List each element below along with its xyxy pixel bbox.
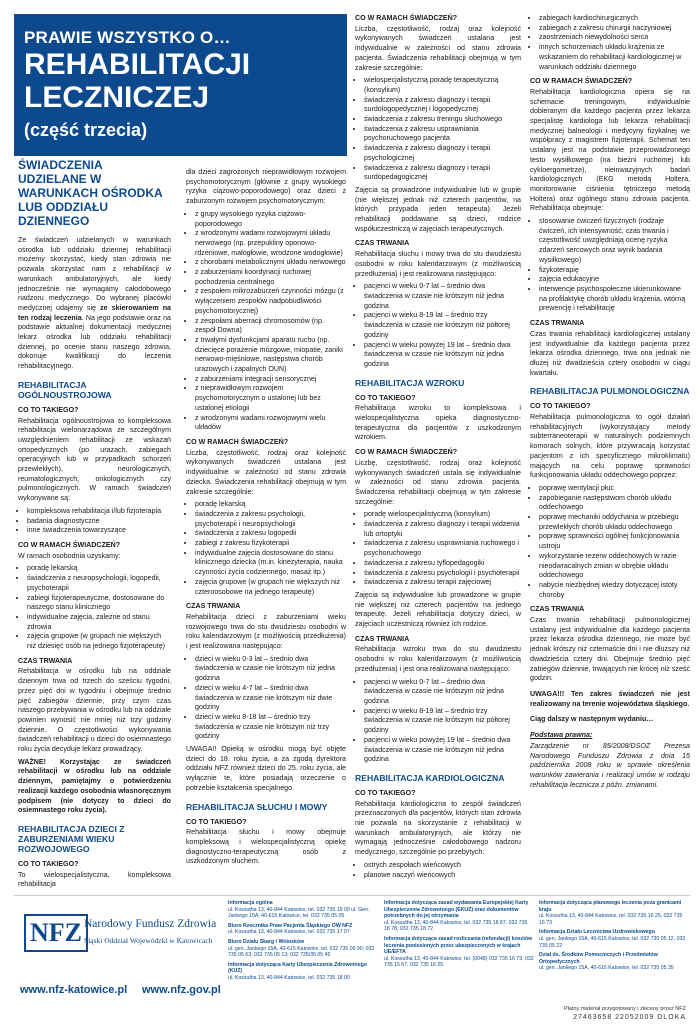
list-item: • interwencje psychospołeczne ukierunkowane na profilaktykę chorób układu krążenia, wtórną prewencję i rehabilitację (539, 285, 690, 314)
continued-note: Ciąg dalszy w następnym wydaniu… (530, 715, 654, 724)
subheading: CO TO TAKIEGO? (186, 817, 247, 826)
paragraph: Rehabilitacja wzroku trwa do stu dwudziestu osobodni w roku kalendarzowym (z możliwością przedłużenia) i jest ona realizowana następująco: (355, 645, 521, 673)
paragraph: Rehabilitacja wzroku to kompleksowa i wielospecjalistyczna opieka diagnostyczno-terapeutyczna dla pacjentów z uszkodzonym wzrokiem. (355, 404, 521, 442)
paragraph: Czas trwania rehabilitacji pulmonologicznej ustalany jest indywidualnie dla każdego pacjenta przez lekarza ośrodka dziennego, nie może być jednak krótszy niż czternaście dni i nie dłuższy niż dwadzieścia cztery dni. Obejmuje średnio pięć zabiegów dziennie, trwających nie krócej niż sześć godzin. (530, 616, 690, 683)
subheading: CO W RAMACH ŚWIADCZEŃ? (355, 448, 458, 457)
list-item: • z zespołem mikrozaburzeń czynności mózgu (z wyłączeniem zespołów nadpobudliwości psychomotorycznej) (195, 287, 346, 316)
subheading: CZAS TRWANIA (530, 319, 585, 328)
list-item: • z zaburzeniami integracji sensorycznej (195, 375, 346, 385)
title-line-1: PRAWIE WSZYSTKO O… (24, 28, 231, 47)
contact-title: Informacja dotycząca zasad wydawania Europejskiej Karty Ubezpieczenia Zdrowotnego (EKUZ) oraz dokumentów potrzebnych do jej otrzymania (384, 900, 529, 920)
contact-title: Informacja dotycząca zasad rozliczania (refundacji) kosztów leczenia poniesionych przez ubezpieczonych w krajach UE/EFTA (384, 935, 533, 956)
column-4 (530, 14, 690, 793)
list-item: • pacjenci w wieku 0-7 lat – średnio dwa świadczenia w czasie nie krótszym niż jedna godzina (364, 282, 521, 311)
list-item: • poprawę wentylacji płuc (539, 484, 690, 494)
bullet-list (186, 500, 346, 597)
list-item: • świadczenia z zakresu diagnozy i terapii surdologopedycznej i logopedycznej (364, 96, 521, 115)
paragraph: Rehabilitacja słuchu i mowy trwa do stu dwudziestu osobodni w roku kalendarzowym (z możliwością przedłużenia) i jest realizowana następująco: (355, 250, 521, 278)
section-heading: REHABILITACJA OGÓLNOUSTROJOWA (18, 379, 112, 400)
subheading: CZAS TRWANIA (355, 634, 410, 643)
paid-material-note: Płatny materiał przygotowany i zleceny przez NFZ (564, 1006, 686, 1012)
list-item: • zaostrzeniach niewydolności serca (539, 33, 690, 43)
contact-details: ul. Kossutha 13, 40-844 Katowice, tel. 032 735 19 00 ul. Gen. Jankego 15A, 40-615 Katowice, tel. 032 735 05 05 (228, 906, 370, 920)
list-item: • poprawę sprawności ogólnej funkcjonowania ustroju (539, 532, 690, 551)
footer (14, 895, 690, 1006)
contact-block (228, 900, 378, 920)
list-item: • świadczenia z zakresu usprawniania ruchowego i psychoruchowego (364, 539, 521, 558)
paragraph: Rehabilitacja słuchu i mowy obejmuje kompleksową i wielospecjalistyczną opiekę diagnostyczno-terapeutyczną osób z uszkodzonym słuchem. (186, 828, 346, 866)
section-heading: REHABILITACJA SŁUCHU I MOWY (186, 801, 328, 812)
website-link-katowice[interactable]: www.nfz-katowice.pl (20, 984, 128, 996)
intro-text-a: Ze świadczeń udzielanych w warunkach ośrodka lub oddziału dziennej rehabilitacji możemy skorzystać, kiedy stan zdrowia nie pozwala skorzystać nam z rehabilitacji w warunkach ambulatoryjnych, ale kiedy jednocześnie nie wymagamy całodobowego nadzoru medycznego. Do wybranej placówki medycznej udajemy się (18, 236, 171, 312)
contact-details: ul. gen. Jankego 15A, 40-615 Katowice, tel. 032 735 05 90; 032 735 05 63; 032 735 05 13; 032 735/35 05 45 (228, 945, 375, 959)
paragraph: Liczba, częstotliwość, rodzaj oraz kolejność wykonywanych świadczeń ustalana jest indywidualnie w zależności od stanu zdrowia pacjenta. Świadczenia rehabilitacji obejmują w tym zakresie szczególnie: (355, 24, 521, 72)
website-link-nfz[interactable]: www.nfz.gov.pl (142, 984, 221, 996)
contact-title: Dział ds. Środków Pomocniczych i Przedmiotów Ortopedycznych (539, 952, 658, 965)
bullet-list (355, 678, 521, 765)
list-item: • świadczenia z zakresu treningu słuchowego (364, 115, 521, 125)
paragraph: Rehabilitacja ogólnoustrojowa to kompleksowa rehabilitacja wielonarządowa ze szczególnym uwzględnieniem rehabilitacji ze wskazań ortopedycznych (po urazach, zabiegach operacyjnych lub w przypadkach schorzeń przewlekłych), neurologicznych, reumatologicznych, onkologicznych czy pulmonologicznych. W ramach świadczeń wykonywane są: (18, 416, 171, 503)
subheading: CO TO TAKIEGO? (18, 859, 79, 868)
list-item: • z chorobami metabolicznymi układu nerwowego (195, 258, 346, 268)
list-item: • planowe naczyń wieńcowych (364, 871, 521, 881)
contact-details: ul. Kossutha 13, 40-844 Katowice, tel. 032 735 16 25, 032 735 16 73 (539, 913, 683, 926)
warning-paragraph: WAŻNE! Korzystając ze świadczeń rehabilitacji w ośrodku lub na oddziale dziennym, pamiętajmy o potwierdzeniu realizacji każdego osobodnia własnoręcznym podpisem (nie dotyczy to dzieci do osiemnastego roku życia). (18, 757, 171, 815)
paragraph: Liczbę, częstotliwość, rodzaj oraz kolejność wykonywanych świadczeń ustala się indywidualnie w zależności od stanu zdrowia pacjenta. Świadczenia rehabilitacji obejmują w tym zakresie szczególnie: (355, 458, 521, 506)
paragraph: Rehabilitacja pulmonologiczna to ogół działań rehabilitacyjnych (wykorzystujący metody subterraneoterapii w naturalnych podziemnych komorach solnych, które przywracają korzystać pacjentom z ich specyficznego mikroklimatu) mających na celu poprawę sprawności funkcjonowania układu oddechowego poprzez: (530, 413, 690, 480)
subheading: CZAS TRWANIA (18, 656, 73, 665)
bullet-list (186, 655, 346, 742)
nfz-logo-mark: NFZ (24, 914, 88, 952)
contact-column-2 (384, 900, 534, 972)
list-item: • pacjenci w wieku powyżej 19 lat – średnio dwa świadczenia w czasie nie krótszym niż jedna godzina (364, 736, 521, 765)
subheading: CO W RAMACH ŚWIADCZEŃ? (530, 77, 633, 86)
section-heading: REHABILITACJA KARDIOLOGICZNA (355, 772, 505, 783)
legal-basis-heading: Podstawa prawna: (530, 731, 593, 740)
paragraph: Rehabilitacja dzieci z zaburzeniami wieku rozwojowego trwa do stu dwudziestu osobodni w roku kalendarzowym (z możliwością przedłużenia) i jest realizowana następująco: (186, 612, 346, 651)
list-item: • świadczenia z zakresu diagnozy i terapii surdopedagogicznej (364, 164, 521, 183)
bullet-list (186, 210, 346, 433)
contact-column-1 (228, 900, 378, 985)
list-item: • świadczenia z zakresu psychologii, psychoterapii i neuropsychologii (195, 510, 346, 529)
title-line-2: REHABILITACJI (24, 48, 251, 81)
list-item: • stosowanie ćwiczeń fizycznych (rodzaje ćwiczeń, ich intensywność, czas trwania i częstotliwość uwzględniają ocenę ryzyka zdarzeń sercowych oraz wynik badania wysiłkowego) (539, 217, 690, 266)
list-item: • poprawę mechaniki oddychania w przebiegu przewlekłych chorób układu oddechowego (539, 513, 690, 532)
contact-title: Biuro Działu Skarg i Wniosków (228, 938, 305, 945)
contact-block (539, 900, 689, 926)
contact-details: ul. Kossutha 13, 40-844 Katowice, tel. (0048) 032 735 16 73, 032 735 15 67, 032 735 16 25 (384, 955, 534, 969)
list-item: • ostrych zespołach wieńcowych (364, 861, 521, 871)
list-item: • z zaburzeniami koordynacji ruchowej pochodzenia centralnego (195, 268, 346, 287)
list-item: • pacjenci w wieku 8-19 lat – średnio trzy świadczenia w czasie nie krótszym niż półtorej godziny (364, 311, 521, 340)
contact-title: Informacja ogólna (228, 900, 273, 906)
bullet-list (355, 76, 521, 183)
subheading: CO W RAMACH ŚWIADCZEŃ? (186, 437, 289, 446)
subheading: CO W RAMACH ŚWIADCZEŃ? (18, 540, 121, 549)
column-3 (355, 14, 521, 883)
list-item: • indywidualne zajęcia dostosowane do stanu klinicznego dziecka (m.in. kinezyterapia, nauka czynności życia codziennego, masaż itp.) (195, 549, 346, 578)
paragraph: Rehabilitacja w ośrodku lub na oddziale dziennym trwa od trzech do sześciu tygodni, przez pięć dni w tygodniu i obejmuje średnio pięć zabiegów dziennie, przy czym czas naszego przebywania w ośrodku lub na oddziale powinien wynosić nie mniej niż trzy godziny dziennie. O częstotliwości wykonywania świadczeń rehabilitacji u dzieci do osiemnastego roku życia decyduje lekarz prowadzący. (18, 667, 171, 754)
contact-details: ul. Kossutha 13, 40-844 Katowice, tel. 032 735 18 87, 032 735 18 78, 032 735 18 72 (384, 919, 528, 933)
list-item: • dzieci w wieku 0-3 lat – średnio dwa świadczenia w czasie nie krótszym niż jedna godzina (195, 655, 346, 684)
paragraph: Zajęcia są indywidualne lub prowadzone w grupie nie większej niż czterech pacjentów na jednego terapeutę. Jeżeli rehabilitacja dotyczy dzieci, w zajęciach uczestniczą również ich rodzice. (355, 590, 521, 629)
list-item: • świadczenia z zakresu usprawniania psychoruchowego pacjenta (364, 125, 521, 144)
column-2 (186, 168, 346, 870)
list-item: • zapobieganie następstwom chorób układu oddechowego (539, 494, 690, 513)
subheading: CO W RAMACH ŚWIADCZEŃ? (355, 14, 458, 22)
contact-title: Biuro Rzecznika Praw Pacjenta Śląskiego OW NFZ (228, 922, 353, 929)
list-item: • z nieprawidłowym rozwojem psychomotorycznym o ustalonej lub bez ustalonej etiologii (195, 384, 346, 413)
list-item: • poradę wielospecjalistyczną (konsylium) (364, 510, 521, 520)
section-heading: REHABILITACJA PULMONOLOGICZNA (530, 386, 690, 397)
bullet-list (355, 861, 521, 880)
list-item: • z wrodzonymi wadami rozwojowymi układu nerwowego (np. przepukliny oponowo-rdzeniowe, małogłowie, wrodzone wodogłowie) (195, 229, 346, 258)
list-item: • wykorzystanie rezerw oddechowych w razie nieodwracalnych zmian w obrębie układu oddechowego (539, 552, 690, 581)
title-line-3: LECZNICZEJ (24, 81, 210, 114)
section-title-oddzial-dzienny: ŚWIADCZENIA UDZIELANE W WARUNKACH OŚRODKA LUB ODDZIAŁU DZIENNEGO (18, 158, 163, 228)
list-item: • fizykoterapię (539, 266, 690, 276)
paragraph: Czas trwania rehabilitacji kardiologicznej ustalany jest indywidualnie dla każdego pacjenta przez lekarza ośrodka dziennego, trwa ona jednak nie dłużej niż dwadzieścia cztery osobodni w ciągu kwartału. (530, 329, 690, 377)
subheading: CO TO TAKIEGO? (355, 788, 416, 797)
list-item: • pacjenci w wieku 8-19 lat – średnio trzy świadczenia w czasie nie krótszym niż półtorej godziny (364, 707, 521, 736)
contact-details: ul. Kossutha 13, 40-844 Katowice, tel. 032 735 18 00 (228, 974, 350, 981)
list-item: • dzieci w wieku 8-18 lat – średnio trzy świadczenia w czasie nie krótszym niż trzy godziny (195, 713, 346, 742)
contact-block (539, 952, 689, 972)
subheading: CZAS TRWANIA (355, 239, 410, 248)
intro-text-c: . Na jego podstawie oraz na podstawie aktualnej dokumentacji medycznej lekarz ośrodka lub oddziału rehabilitacji dziennej, po ocenie stanu naszego zdrowia, dokonuje kwalifikacji do leczenia rehabilitacyjnego. (18, 313, 171, 371)
list-item: • z zespołami aberracji chromosomów (np. zespół Downa) (195, 317, 346, 336)
list-item: • zabiegi fizjoterapeutyczne, dostosowane do naszego stanu klinicznego (27, 594, 171, 613)
section-heading: REHABILITACJA DZIECI Z ZABURZENIAMI WIEKU ROZWOJOWEGO (18, 823, 125, 854)
contact-title: Informacja dotycząca planowego leczenia poza granicami kraju (539, 900, 682, 913)
print-code: 27463658 22052009 DLOKA (573, 1014, 686, 1021)
list-item: • kompleksowa rehabilitacja i/lub fizjoterapia (27, 507, 171, 517)
list-item: • dzieci w wieku 4-7 lat – średnio dwa świadczenia w czasie nie krótszym niż dwie godziny (195, 684, 346, 713)
list-item: • z grupy wysokiego ryzyka ciążowo-poporodowego (195, 210, 346, 229)
title-banner (14, 14, 347, 156)
nfz-logo-subtitle: Śląski Oddział Wojewódzki w Katowicach (84, 936, 213, 945)
list-item: • zabiegach kardiochirurgicznych (539, 14, 690, 24)
list-item: • innych schorzeniach układu krążenia ze wskazaniem do rehabilitacji kardiologicznej w warunkach oddziału dziennego (539, 43, 690, 72)
list-item: • zajęcia grupowe (w grupach nie większych niż czteroosobowe na jednego terapeutę) (195, 578, 346, 597)
bullet-list (355, 510, 521, 588)
list-item: • wielospecjalistyczną poradę terapeutyczną (konsylium) (364, 76, 521, 95)
contact-block (228, 962, 378, 982)
contact-title: Informacja dotycząca Karty Ubezpieczenia Zdrowotnego (KUZ) (228, 961, 367, 975)
title-line-4: (część trzecia) (24, 120, 148, 140)
legal-basis-text: Zarządzenie nr 85/2008/DSOZ Prezesa Narodowego Funduszu Zdrowia z dnia 15 października 2008 roku w sprawie określenia warunków zawierania i realizacji umów w rodzaju rehabilitacja lecznicza z późn. zmianami. (530, 741, 690, 789)
paragraph: To wielospecjalistyczna, kompleksowa rehabilitacja (18, 870, 171, 889)
list-item: • świadczenia z zakresu tyflopedagogiki (364, 559, 521, 569)
list-item: • zajęcia grupowe (w grupach nie większych niż dziesięć osób na jednego fizjoterapeutę) (27, 632, 171, 651)
list-item: • świadczenia z zakresu psychologii i psychoterapii (364, 569, 521, 579)
nfz-logo (24, 914, 217, 954)
contact-details: ul. gen. Jankego 15A, 40-615 Katowice, tel. 032 735 05 35 (539, 965, 674, 972)
list-item: • świadczenia z neuropsychologii, logopedii, psychoterapii (27, 574, 171, 593)
contact-block (384, 936, 534, 969)
paragraph: UWAGA!! Opieką w ośrodku mogą być objęte dzieci do 18. roku życia, a za zgodą dyrektora oddziału NFZ również dzieci do 25. roku życia, ale wyłącznie te, które posiadają orzeczenie o potrzebie kształcenia specjalnego. (186, 745, 346, 792)
section-heading: REHABILITACJA WZROKU (355, 377, 465, 388)
list-item: • zabiegi z zakresu fizykoterapii (195, 539, 346, 549)
nfz-logo-name: Narodowy Fundusz Zdrowia (84, 918, 217, 930)
list-item: • z trwałymi dysfunkcjami aparatu ruchu (np. dziecięce porażenie mózgowe, miopatie, zaniki nerwowo-mięśniowe, następstwa chorób urazowych i zapalnych OUN) (195, 336, 346, 375)
list-item: • z wrodzonymi wadami rozwojowymi wielu układów (195, 414, 346, 433)
bullet-list (530, 484, 690, 600)
list-item: • poradę lekarską (27, 564, 171, 574)
list-item: • zajęcia edukacyjne (539, 275, 690, 285)
contact-block (384, 900, 534, 933)
bullet-list (18, 507, 171, 536)
contact-block (539, 929, 689, 949)
list-item: • zabiegach z zakresu chirurgii naczyniowej (539, 24, 690, 34)
subheading: CO TO TAKIEGO? (530, 402, 591, 411)
intro-text-bold: ze skierowaniem na ten rodzaj leczenia (18, 303, 172, 322)
list-item: • indywidualne zajęcia, zależne od stanu zdrowia (27, 613, 171, 632)
subheading: CO TO TAKIEGO? (355, 393, 416, 402)
paragraph: Rehabilitacja kardiologiczna to zespół świadczeń przeznaczonych dla pacjentów, których stan zdrowia nie pozwala na skorzystanie z rehabilitacji w warunkach ambulatoryjnych, ale którzy nie wymagają jednocześnie całodobowego nadzoru medycznego, szczególnie po przebytych: (355, 799, 521, 857)
list-item: • pacjenci w wieku powyżej 19 lat – średnio dwa świadczenia w czasie nie krótszym niż jedna godzina (364, 341, 521, 370)
list-item: • badania diagnostyczne (27, 517, 171, 527)
contact-details: ul. Kossutha 13, 40-844 Katowice, tel. 032 735 17 07 (228, 929, 350, 936)
paragraph: W ramach osobodnia uzyskamy: (18, 551, 121, 560)
contact-block (228, 939, 378, 959)
contact-title: Informacja Działu Lecznictwa Uzdrowiskowego (539, 929, 655, 936)
contact-block (228, 923, 378, 936)
contact-details: ul. gen. Jankego 15A, 40-615 Katowice, tel. 032 735 05 12, 032 735 05 22 (539, 935, 686, 949)
column-1 (18, 158, 171, 893)
list-item: • poradę lekarską (195, 500, 346, 510)
list-item: • świadczenia z zakresu logopedii (195, 529, 346, 539)
list-item: • nabycie niezbędnej wiedzy dotyczącej istoty choroby (539, 581, 690, 600)
list-item: • pacjenci w wieku 0-7 lat – średnio dwa świadczenia w czasie nie krótszym niż jedna godzina (364, 678, 521, 707)
paragraph: Liczba, częstotliwość, rodzaj oraz kolejność wykonywanych świadczeń ustalana jest indywidualnie w zależności od stanu zdrowia dziecka. Świadczenia rehabilitacji obejmują w tym zakresie szczególnie: (186, 448, 346, 496)
bullet-list (18, 564, 171, 651)
subheading: CZAS TRWANIA (530, 605, 585, 614)
subheading: CO TO TAKIEGO? (18, 405, 79, 414)
subheading: CZAS TRWANIA (186, 602, 241, 611)
list-item: • inne świadczenia towarzyszące (27, 526, 171, 536)
bullet-list (530, 217, 690, 314)
warning-paragraph: UWAGA!!! Ten zakres świadczeń nie jest realizowany na terenie województwa śląskiego. (530, 690, 690, 708)
bullet-list (355, 282, 521, 369)
bullet-list (530, 14, 690, 72)
intro-paragraph (18, 236, 171, 372)
paragraph: Rehabilitacja kardiologiczna opiera się na schemacie treningowym, indywidualnie dobieranym dla każdego pacjenta przez lekarza specjalistę kardiologa lub lekarza rehabilitacji medycznej balneologii i medycyny fizykalnej we współpracy z magistrem fizjoterapii. Schemat ten ustalany jest na podstawie przeprowadzonego testu wysiłkowego (na bieżni ruchomej lub cykloergometrze), nieinwazyjnych badań kardiologicznych (EKG metodą Holtera, monitorowanie ciśnienia tętniczego metodą Holtera) oraz ogólnego stanu zdrowia pacjenta. Rehabilitacja obejmuje: (530, 87, 690, 213)
paragraph: Zajęcia są prowadzone indywidualnie lub w grupie (nie większej jednak niż czterech pacjentów, na których przypada jeden terapeuta). Jeżeli rehabilitacji poddawane są dzieci, rodzice współuczestniczą w zajęciach terapeutycznych. (355, 185, 521, 233)
paragraph: dla dzieci zagrożonych nieprawidłowym rozwojem psychomotorycznym (głównie z grupy wysokiego ryzyka ciążowo-poporodowego) oraz dzieci z zaburzonym rozwojem psychomotorycznym: (186, 168, 346, 206)
contact-column-3 (539, 900, 689, 975)
list-item: • świadczenia z zakresu terapii zajęciowej (364, 578, 521, 588)
list-item: • świadczenia z zakresu diagnozy i terapii psychologicznej (364, 144, 521, 163)
list-item: • świadczenia z zakresu diagnozy i terapii widzenia lub ortoptyki (364, 520, 521, 539)
